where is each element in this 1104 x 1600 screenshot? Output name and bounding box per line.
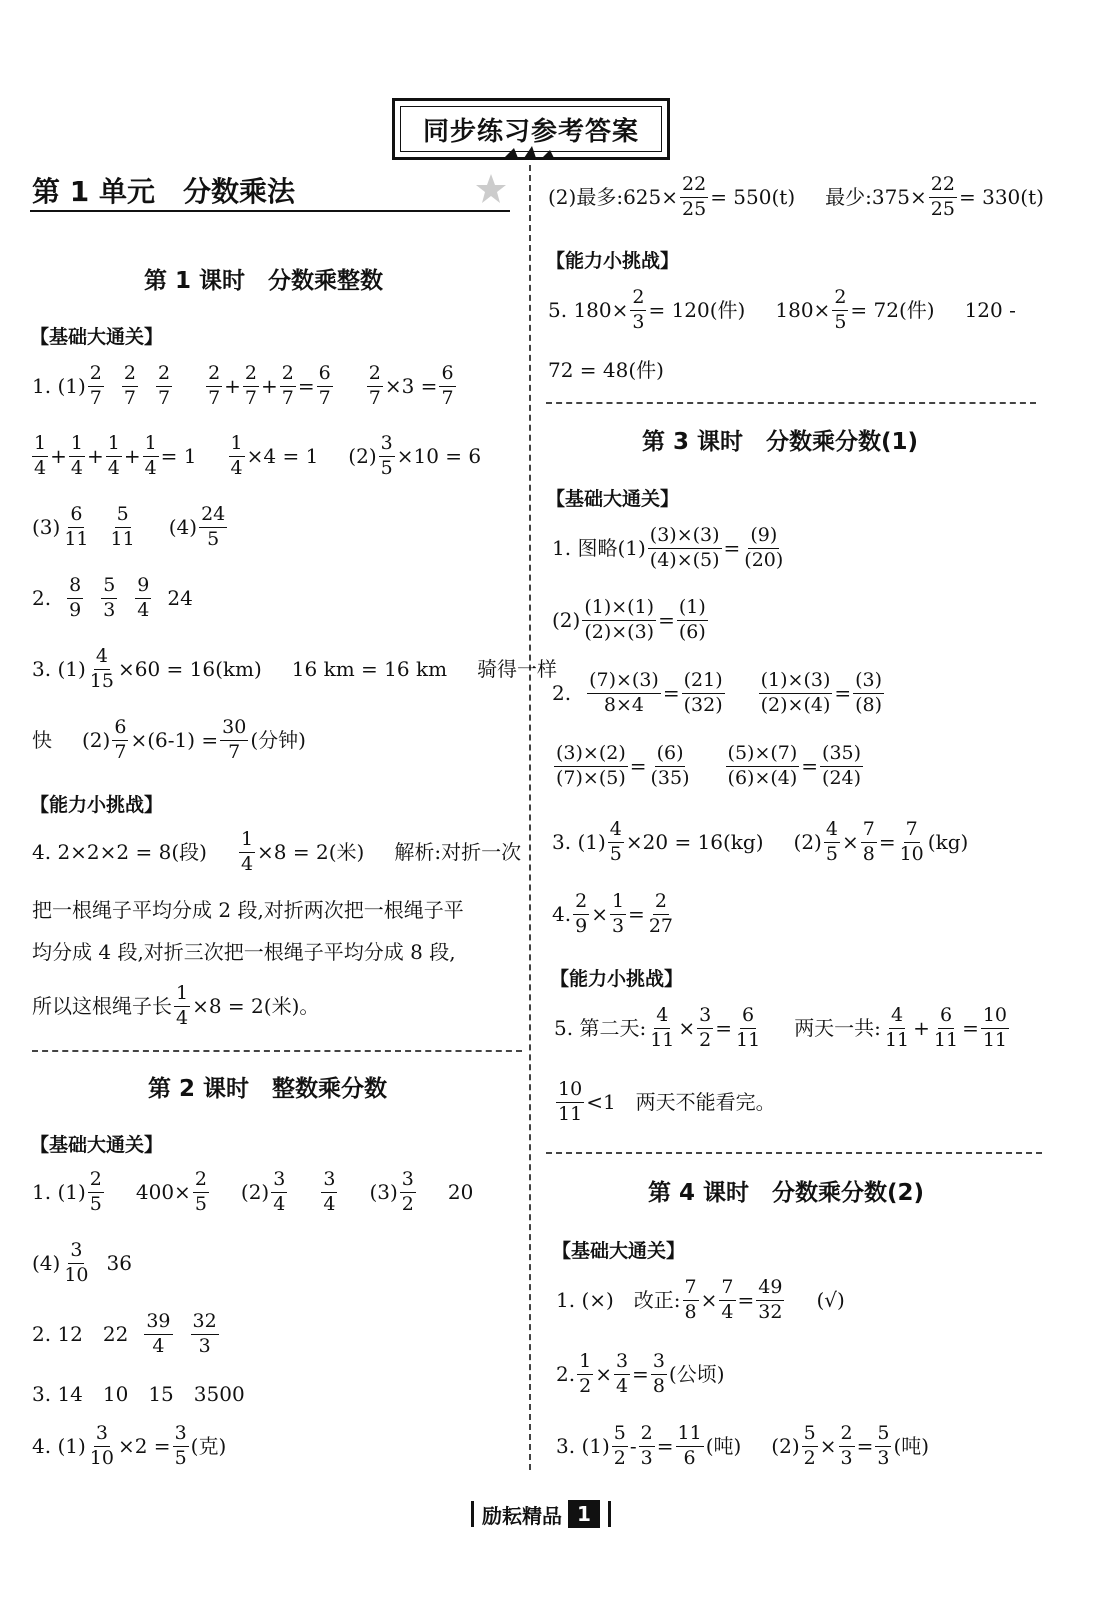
l4q3-line: 3. (1) $\frac{5}{2}$ - $\frac{2}{3}$ = $\frac{11}{6}$ (吨) (2) $\frac{5}{2}$ × $\frac{2}{3}$ = $\frac{5}{3}$ (吨)	[556, 1422, 930, 1469]
section-basic-r: 【基础大通关】	[546, 488, 680, 510]
lesson-3-title: 第 3 课时 分数乘分数(1)	[642, 429, 919, 455]
l2q1b-line: (4) $\frac{3}{10}$ 36	[32, 1239, 132, 1286]
unit-title: 第 1 单元 分数乘法	[32, 175, 295, 208]
unit-underline	[30, 210, 510, 212]
lesson-1-title: 第 1 课时 分数乘整数	[144, 268, 384, 294]
column-divider	[529, 165, 531, 1470]
l2q1a-line: 1. (1) $\frac{2}{5}$ 400× $\frac{2}{5}$ (2) $\frac{3}{4}$ $\frac{3}{4}$ (3) $\frac{3}{2}$ 20	[32, 1168, 474, 1215]
section-basic: 【基础大通关】	[30, 326, 164, 348]
q4c-text: 均分成 4 段,对折三次把一根绳子平均分成 8 段,	[32, 940, 456, 964]
section-challenge-r: 【能力小挑战】	[546, 250, 680, 272]
r5a-line: 5. 180× $\frac{2}{3}$ = 120(件) 180× $\frac{2}{5}$ = 72(件) 120 -	[548, 286, 1016, 333]
q3a-line: 3. (1) $\frac{4}{15}$ ×60 = 16(km) 16 km = 16 km 骑得一样	[32, 645, 558, 692]
q1c-line: (3) $\frac{6}{11}$ $\frac{5}{11}$ (4) $\frac{24}{5}$	[32, 503, 226, 550]
l2q2-line: 2. 12 22 $\frac{39}{4}$ $\frac{32}{3}$	[32, 1310, 217, 1357]
lesson-4-title: 第 4 课时 分数乘分数(2)	[648, 1180, 925, 1206]
l4q2-line: 2. $\frac{1}{2}$ × $\frac{3}{4}$ = $\frac{3}{8}$ (公顷)	[556, 1350, 725, 1397]
section-challenge: 【能力小挑战】	[30, 794, 164, 816]
lesson-divider-r2	[546, 1152, 1042, 1154]
q2-line: 2. $\frac{8}{9}$ $\frac{5}{3}$ $\frac{9}{4}$ 24	[32, 574, 193, 621]
q4a-line: 4. 2×2×2 = 8(段) $\frac{1}{4}$ ×8 = 2(米) 解析:对折一次	[32, 828, 522, 875]
l3q4-line: 4. $\frac{2}{9}$ × $\frac{1}{3}$ = $\frac{2}{27}$	[552, 890, 673, 937]
lesson-2-title: 第 2 课时 整数乘分数	[148, 1076, 388, 1102]
l3q2b-line: $\frac{(3)\times(2)}{(7)\times(5)}$ = $\frac{(6)}{(35)}$ $\frac{(5)\times(7)}{(6)\times(4)}$ = $\frac{(35)}{(24)}$	[556, 742, 862, 789]
lesson-divider	[32, 1050, 522, 1052]
r5b-text: 72 = 48(件)	[548, 358, 664, 382]
page-footer	[448, 1497, 634, 1531]
l3q5a-line: 5. 第二天: $\frac{4}{11}$ × $\frac{3}{2}$ = $\frac{6}{11}$ 两天一共: $\frac{4}{11}$ + $\frac{6}{11}$ = $\frac{10}{11}$	[554, 1004, 1008, 1051]
l3q2a-line: 2. $\frac{(7)\times(3)}{8\times 4}$ = $\frac{(21)}{(32)}$ $\frac{(1)\times(3)}{(2)\times(4)}$ = $\frac{(3)}{(8)}$	[552, 669, 883, 716]
l2q4-line: 4. (1) $\frac{3}{10}$ ×2 = $\frac{3}{5}$ (克)	[32, 1422, 227, 1469]
title-decoration-icon	[500, 144, 560, 162]
lesson-divider-r1	[546, 402, 1036, 404]
q3b-line: 快 (2) $\frac{6}{7}$ ×(6-1) = $\frac{30}{7}$ (分钟)	[32, 716, 306, 763]
l3q1b-line: (2) $\frac{(1)\times(1)}{(2)\times(3)}$ = $\frac{(1)}{(6)}$	[552, 596, 706, 643]
star-icon	[474, 172, 508, 206]
section-basic-r2: 【基础大通关】	[552, 1240, 686, 1262]
q1b-line: $\frac{1}{4}$ + $\frac{1}{4}$ + $\frac{1}{4}$ + $\frac{1}{4}$ = 1 $\frac{1}{4}$ ×4 = 1 (2) $\frac{3}{5}$ ×10 = 6	[34, 432, 482, 479]
l3q1a-line: 1. 图略(1) $\frac{(3)\times(3)}{(4)\times(5)}$ = $\frac{(9)}{(20)}$	[552, 524, 784, 571]
l3q5b-line: $\frac{10}{11}$ <1 两天不能看完。	[558, 1078, 776, 1125]
page-title: 同步练习参考答案	[400, 106, 662, 152]
l3q3-line: 3. (1) $\frac{4}{5}$ ×20 = 16(kg) (2) $\frac{4}{5}$ × $\frac{7}{8}$ = $\frac{7}{10}$ (kg)	[552, 818, 969, 865]
brand-label: 励耘精品	[482, 1503, 563, 1528]
section-challenge-r2: 【能力小挑战】	[550, 968, 684, 990]
q1a-line: 1. (1) $\frac{2}{7}$ $\frac{2}{7}$ $\frac{2}{7}$ $\frac{2}{7}$ + $\frac{2}{7}$ + $\frac{2}{7}$ = $\frac{6}{7}$ $\frac{2}{7}$ ×3 = $\frac{6}{7}$	[32, 362, 454, 409]
r1-line: (2)最多:625× $\frac{22}{25}$ = 550(t) 最少:375× $\frac{22}{25}$ = 330(t)	[548, 173, 1044, 220]
l4q1-line: 1. (×) 改正: $\frac{7}{8}$ × $\frac{7}{4}$ = $\frac{49}{32}$ (√)	[556, 1276, 845, 1323]
section-basic-2: 【基础大通关】	[30, 1134, 164, 1156]
l2q3-text: 3. 14 10 15 3500	[32, 1382, 245, 1406]
page-number: 1	[568, 1500, 600, 1528]
q4d-line: 所以这根绳子长 $\frac{1}{4}$ ×8 = 2(米)。	[32, 982, 320, 1029]
q4b-text: 把一根绳子平均分成 2 段,对折两次把一根绳子平	[32, 898, 464, 922]
